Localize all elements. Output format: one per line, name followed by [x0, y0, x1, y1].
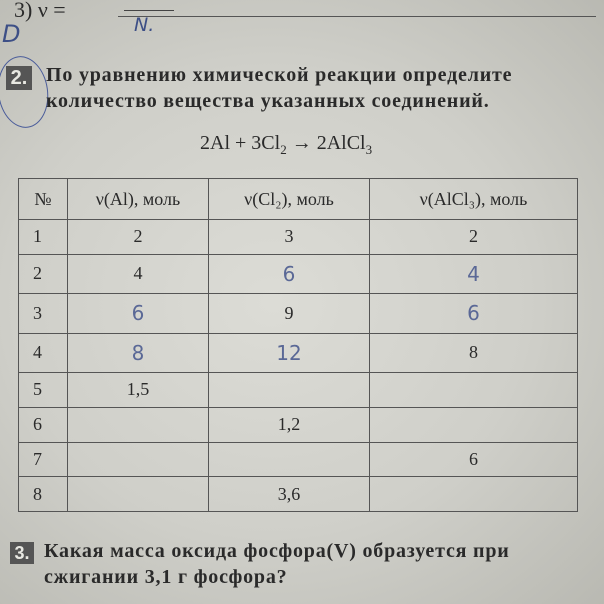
previous-task-line [0, 0, 604, 36]
table-cell-alcl3 [370, 373, 578, 408]
amount-table [18, 178, 578, 512]
table-cell-cl2: 12 [209, 333, 370, 372]
table-cell-al: 8 [68, 333, 209, 372]
table-cell-al: 1,5 [68, 373, 209, 408]
table-row [19, 333, 578, 372]
table-cell-n: 1 [19, 220, 68, 255]
table-row [19, 477, 578, 512]
table-header-row [19, 179, 578, 220]
table-cell-cl2: 3 [209, 220, 370, 255]
table-cell-cl2: 9 [209, 294, 370, 333]
table-cell-n: 7 [19, 442, 68, 477]
table-cell-cl2: 1,2 [209, 407, 370, 442]
table-cell-n: 5 [19, 373, 68, 408]
fraction-bar [124, 10, 174, 11]
task-2-text: По уравнению химической реакции определите количество вещества указанных соединений. [46, 64, 513, 112]
table-cell-al: 2 [68, 220, 209, 255]
table-cell-alcl3: 2 [370, 220, 578, 255]
header-al: ν(Al), моль [68, 179, 209, 220]
header-alcl3: ν(AlCl₃), моль [370, 179, 578, 220]
header-number: № [19, 179, 68, 220]
task-3-number: 3. [10, 542, 34, 564]
table-cell-cl2 [209, 373, 370, 408]
item-3-formula: 3) ν = [14, 0, 66, 22]
table-row [19, 442, 578, 477]
table-cell-alcl3: 4 [370, 254, 578, 293]
table-row [19, 407, 578, 442]
table-row [19, 294, 578, 333]
table-cell-al: 4 [68, 254, 209, 293]
table-cell-alcl3: 6 [370, 442, 578, 477]
table-cell-n: 4 [19, 333, 68, 372]
table-cell-n: 2 [19, 254, 68, 293]
table-cell-n: 3 [19, 294, 68, 333]
table-cell-al [68, 477, 209, 512]
reaction-equation: $2Al + 3Cl_2$ → 2AlCl$_3$ [200, 132, 373, 157]
table-cell-alcl3 [370, 477, 578, 512]
table-body [19, 220, 578, 512]
table-cell-n: 6 [19, 407, 68, 442]
table-cell-cl2: 6 [209, 254, 370, 293]
table-cell-cl2: 3,6 [209, 477, 370, 512]
handwritten-denominator: N. [134, 14, 155, 36]
answer-line [118, 16, 596, 17]
table-cell-alcl3: 6 [370, 294, 578, 333]
pen-circle-mark [0, 53, 53, 131]
table-row [19, 373, 578, 408]
table-cell-al [68, 442, 209, 477]
handwritten-margin-mark: D [2, 20, 21, 48]
table-cell-cl2 [209, 442, 370, 477]
table-cell-al: 6 [68, 294, 209, 333]
task-3-text: Какая масса оксида фосфора(V) образуется при сжигании 3,1 г фосфора? [44, 540, 510, 588]
table-cell-n: 8 [19, 477, 68, 512]
table-row [19, 254, 578, 293]
table-row [19, 220, 578, 255]
header-cl2: ν(Cl₂), моль [209, 179, 370, 220]
table-cell-alcl3: 8 [370, 333, 578, 372]
task-2-number: 2. [6, 66, 32, 90]
table-cell-alcl3 [370, 407, 578, 442]
table-cell-al [68, 407, 209, 442]
